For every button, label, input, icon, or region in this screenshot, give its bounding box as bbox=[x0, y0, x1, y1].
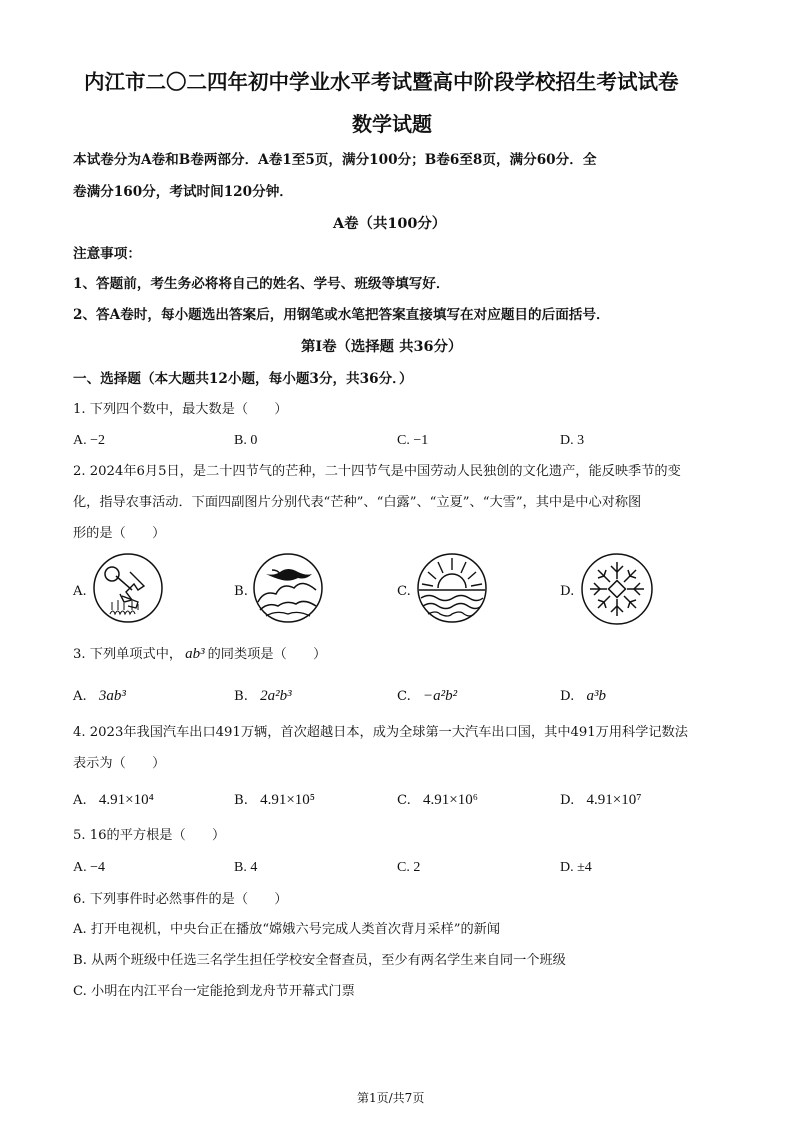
exam-subtitle: 数学试题 bbox=[352, 112, 432, 136]
q2-option-d[interactable]: D. bbox=[560, 584, 575, 599]
q4-option-b[interactable] bbox=[234, 793, 315, 808]
q1-option-d[interactable]: D. 3 bbox=[560, 433, 585, 448]
q2-option-b[interactable]: B. bbox=[234, 584, 248, 599]
q2-line-2: 化，指导农事活动．下面四副图片分别代表“芒种”、“白露”、“立夏”、“大雪”，其中是中心对称图 bbox=[73, 495, 642, 510]
intro-line-1: 本试卷分为A卷和B卷两部分．A卷1至5页，满分100分；B卷6至8页，满分60分．全 bbox=[73, 152, 597, 168]
q3-option-b-expression: 2a²b³ bbox=[260, 688, 292, 704]
q3-option-a[interactable] bbox=[73, 689, 126, 704]
q4-option-b-value: 4.91×10⁵ bbox=[260, 792, 316, 808]
q2-option-a[interactable]: A. bbox=[73, 584, 87, 599]
q2-option-c[interactable]: C. bbox=[397, 584, 411, 599]
q4-option-b-label: B. bbox=[234, 793, 248, 808]
q2-line-3: 形的是（ ） bbox=[73, 526, 166, 541]
q1-stem: 1. 下列四个数中，最大数是（ ） bbox=[73, 402, 288, 417]
q6-option-c[interactable]: C. 小明在内江平台一定能抢到龙舟节开幕式门票 bbox=[73, 984, 355, 999]
q3-option-d-expression: a³b bbox=[586, 688, 606, 704]
q4-option-d-value: 4.91×10⁷ bbox=[586, 792, 642, 808]
q5-option-b[interactable]: B. 4 bbox=[234, 860, 258, 875]
q5-option-d[interactable]: D. ±4 bbox=[560, 860, 592, 875]
q4-option-a[interactable] bbox=[73, 793, 154, 808]
q4-option-c-value: 4.91×10⁶ bbox=[423, 792, 478, 808]
part1-heading: 第Ⅰ卷（选择题 共36分） bbox=[301, 338, 463, 355]
q4-option-c[interactable] bbox=[397, 793, 478, 808]
q4-option-d[interactable] bbox=[560, 793, 641, 808]
q3-stem-expression: ab³ bbox=[185, 646, 205, 662]
q4-line-2: 表示为（ ） bbox=[73, 756, 166, 771]
section-a-heading: A卷（共100分） bbox=[333, 215, 447, 232]
q4-option-d-label: D. bbox=[560, 793, 575, 808]
page-footer: 第1页/共7页 bbox=[357, 1091, 425, 1105]
q3-option-d[interactable] bbox=[560, 689, 606, 704]
q6-stem: 6. 下列事件时必然事件的是（ ） bbox=[73, 892, 288, 907]
intro-line-2: 卷满分160分，考试时间120分钟． bbox=[73, 184, 293, 200]
q3-option-c[interactable] bbox=[397, 689, 457, 704]
q4-option-a-value: 4.91×10⁴ bbox=[98, 792, 154, 808]
q1-option-a[interactable]: A. −2 bbox=[73, 433, 106, 448]
q4-option-c-label: C. bbox=[397, 793, 411, 808]
q3-stem-pre: 3. 下列单项式中， bbox=[73, 647, 183, 662]
q1-option-b[interactable]: B. 0 bbox=[234, 433, 258, 448]
q1-option-c[interactable]: C. −1 bbox=[397, 433, 429, 448]
daxue-snowflake-icon bbox=[580, 552, 654, 626]
q2-line-1: 2. 2024年6月5日，是二十四节气的芒种，二十四节气是中国劳动人民独创的文化遗产，能反映季节的变 bbox=[73, 464, 681, 479]
q3-option-c-expression: −a²b² bbox=[423, 688, 458, 704]
q4-option-a-label: A. bbox=[73, 793, 87, 808]
q3-stem-post: 的同类项是（ ） bbox=[207, 647, 327, 662]
exam-title: 内江市二〇二四年初中学业水平考试暨高中阶段学校招生考试试卷 bbox=[84, 70, 679, 94]
q5-stem: 5. 16的平方根是（ ） bbox=[73, 828, 226, 843]
mangzhong-emblem-icon bbox=[92, 552, 164, 624]
q5-option-c[interactable]: C. 2 bbox=[397, 860, 421, 875]
q5-option-a[interactable]: A. −4 bbox=[73, 860, 106, 875]
lixia-emblem-icon bbox=[416, 552, 488, 624]
q6-option-b[interactable]: B. 从两个班级中任选三名学生担任学校安全督查员，至少有两名学生来自同一个班级 bbox=[73, 953, 566, 968]
bailu-emblem-icon bbox=[252, 552, 324, 624]
q4-line-1: 4. 2023年我国汽车出口491万辆，首次超越日本，成为全球第一大汽车出口国，其中491万用科学记数法 bbox=[73, 725, 688, 740]
note-2: 2、答A卷时，每小题选出答案后，用钢笔或水笔把答案直接填写在对应题目的后面括号． bbox=[73, 307, 610, 323]
q3-option-a-expression: 3ab³ bbox=[98, 688, 126, 704]
q3-option-b[interactable] bbox=[234, 689, 292, 704]
q3-option-d-label: D. bbox=[560, 689, 575, 704]
q6-option-a[interactable]: A. 打开电视机，中央台正在播放“嫦娥六号完成人类首次背月采样”的新闻 bbox=[73, 922, 501, 937]
q3-option-a-label: A. bbox=[73, 689, 87, 704]
note-1: 1、答题前，考生务必将将自己的姓名、学号、班级等填写好． bbox=[73, 276, 450, 292]
q3-option-b-label: B. bbox=[234, 689, 248, 704]
notes-title: 注意事项： bbox=[73, 246, 141, 262]
q3-option-c-label: C. bbox=[397, 689, 411, 704]
q3-stem bbox=[73, 647, 326, 662]
part1-description: 一、选择题（本大题共12小题，每小题3分，共36分．） bbox=[73, 371, 413, 387]
